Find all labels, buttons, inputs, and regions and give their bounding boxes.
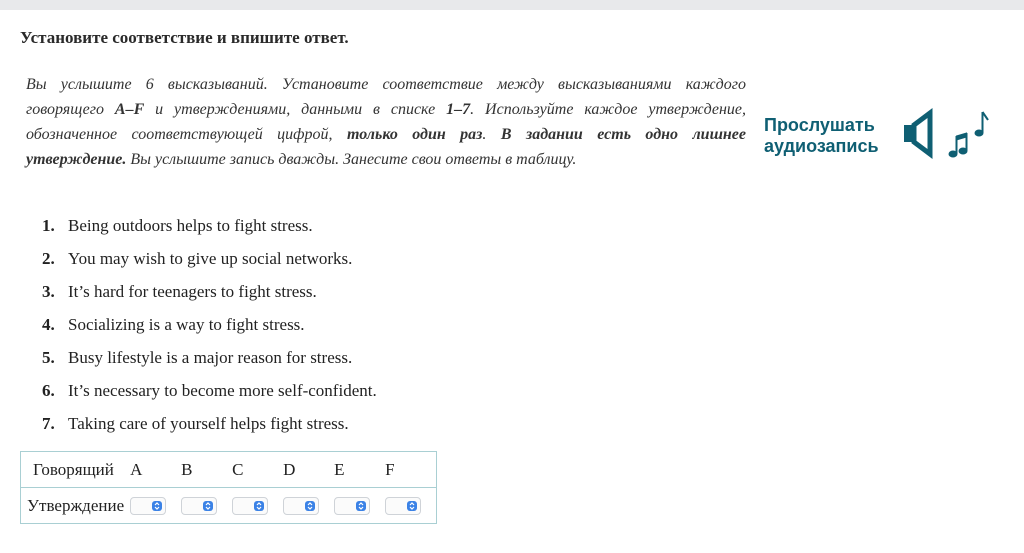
speaker-letter-c: C xyxy=(232,452,283,488)
statement-text: It’s hard for teenagers to fight stress. xyxy=(68,281,317,301)
instructions-text-3: . Используйте каждое утверждение, обозначенное соответствующей цифрой, xyxy=(26,101,747,143)
answers-row xyxy=(21,488,437,524)
answer-select-e[interactable] xyxy=(334,497,370,515)
statement-item xyxy=(42,242,377,275)
statement-text: Busy lifestyle is a major reason for stress. xyxy=(68,347,353,367)
instructions-statements-range: 1–7 xyxy=(446,101,471,118)
top-bar xyxy=(0,0,1024,10)
statement-number: 3. xyxy=(42,281,55,301)
statement-text: Socializing is a way to fight stress. xyxy=(68,314,305,334)
speakers-row-label: Говорящий xyxy=(21,452,131,488)
instructions-text-5: Вы услышите запись дважды. Занесите свои ответы в таблицу. xyxy=(126,151,577,168)
statements-list xyxy=(42,209,377,440)
instructions-text-1: Вы услышите 6 высказываний. Установите соответствие между высказываниями каждого говорящего xyxy=(26,76,746,118)
listen-audio-label: Прослушать аудиозапись xyxy=(764,115,879,156)
speaker-letter-a: A xyxy=(130,452,181,488)
speakers-row xyxy=(21,452,437,488)
instructions-text-2: и утверждениями, данными в списке xyxy=(144,101,447,118)
listen-audio-button[interactable] xyxy=(764,108,990,164)
statement-number: 4. xyxy=(42,314,55,334)
chevron-updown-icon xyxy=(254,501,264,511)
answers-row-label: Утверждение xyxy=(21,488,131,524)
statement-number: 7. xyxy=(42,413,55,433)
answer-select-b[interactable] xyxy=(181,497,217,515)
statement-item xyxy=(42,308,377,341)
statement-text: Being outdoors helps to fight stress. xyxy=(68,215,313,235)
statement-item xyxy=(42,407,377,440)
instructions-only-once: только один раз xyxy=(346,126,483,143)
task-title: Установите соответствие и впишите ответ. xyxy=(20,28,349,47)
statement-text: You may wish to give up social networks. xyxy=(68,248,353,268)
chevron-updown-icon xyxy=(152,501,162,511)
chevron-updown-icon xyxy=(356,501,366,511)
instructions-text-4: . xyxy=(482,126,501,143)
answer-select-a[interactable] xyxy=(130,497,166,515)
instructions-extra-statement: В задании есть одно лишнее утверждение. xyxy=(26,126,746,168)
statement-item xyxy=(42,341,377,374)
answer-select-d[interactable] xyxy=(283,497,319,515)
speaker-letter-d: D xyxy=(283,452,334,488)
answer-select-f[interactable] xyxy=(385,497,421,515)
task-instructions xyxy=(26,72,746,172)
answer-table xyxy=(20,451,437,524)
chevron-updown-icon xyxy=(203,501,213,511)
speaker-letter-e: E xyxy=(334,452,385,488)
speaker-letter-f: F xyxy=(385,452,437,488)
chevron-updown-icon xyxy=(305,501,315,511)
statement-item xyxy=(42,275,377,308)
statement-item xyxy=(42,209,377,242)
statement-number: 6. xyxy=(42,380,55,400)
speaker-letter-b: B xyxy=(181,452,232,488)
statement-text: It’s necessary to become more self-confident. xyxy=(68,380,377,400)
statement-text: Taking care of yourself helps fight stress. xyxy=(68,413,349,433)
chevron-updown-icon xyxy=(407,501,417,511)
statement-number: 5. xyxy=(42,347,55,367)
speaker-music-icon[interactable] xyxy=(900,108,990,164)
answer-select-c[interactable] xyxy=(232,497,268,515)
statement-item xyxy=(42,374,377,407)
statement-number: 2. xyxy=(42,248,55,268)
statement-number: 1. xyxy=(42,215,55,235)
instructions-speakers-range: A–F xyxy=(114,101,145,118)
